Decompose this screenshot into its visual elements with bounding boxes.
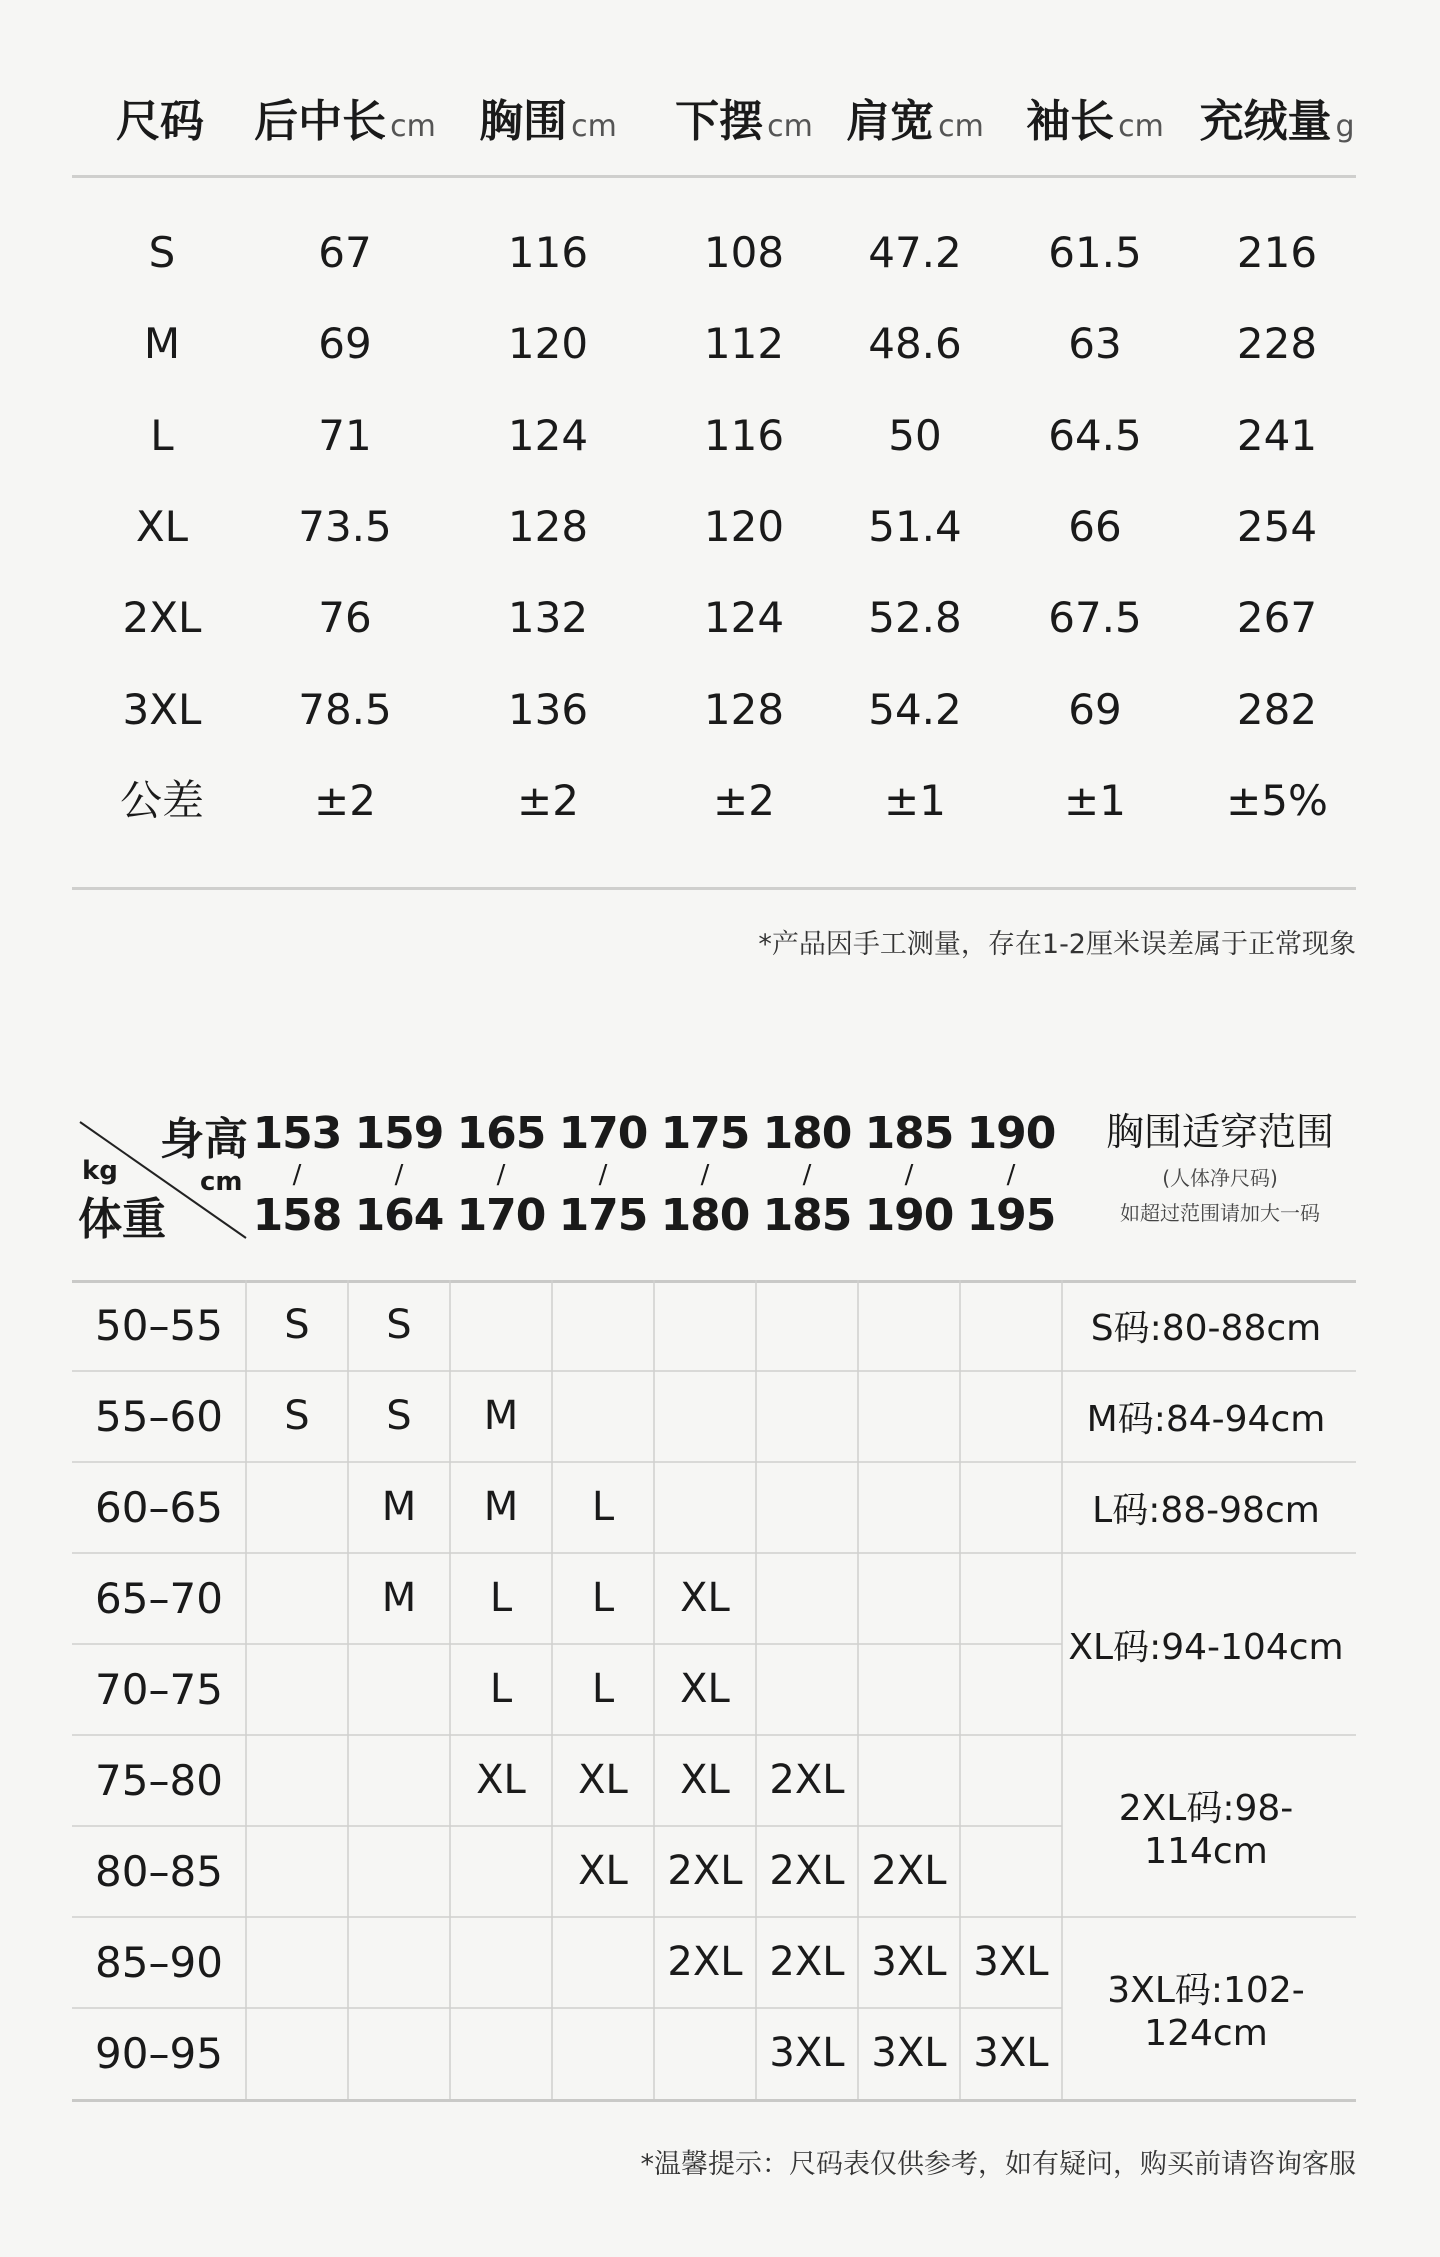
size-cell bbox=[858, 1280, 960, 1371]
weight-range: 85–90 bbox=[95, 1938, 223, 1987]
size-cell: M bbox=[483, 1393, 519, 1439]
table-bottom-divider bbox=[72, 887, 1356, 890]
measurement-value: 112 bbox=[703, 319, 785, 369]
weight-range: 60–65 bbox=[95, 1483, 223, 1532]
column-header bbox=[846, 96, 984, 147]
weight-range: 55–60 bbox=[95, 1392, 223, 1441]
size-cell bbox=[450, 1826, 552, 1917]
size-label: S bbox=[148, 228, 176, 277]
size-cell bbox=[960, 1644, 1062, 1735]
size-cell bbox=[450, 1280, 552, 1371]
column-header-label: 后中长 bbox=[254, 96, 387, 147]
chest-range-cell: S码:80-88cm bbox=[1090, 1308, 1322, 1349]
size-cell bbox=[960, 1280, 1062, 1371]
size-cell bbox=[552, 2008, 654, 2099]
size-cell bbox=[348, 1735, 450, 1826]
size-cell bbox=[858, 1371, 960, 1462]
weight-range: 90–95 bbox=[95, 2029, 223, 2078]
column-header-unit: cm bbox=[571, 109, 617, 144]
height-range-slash: / bbox=[292, 1160, 302, 1190]
height-range-top: 153 bbox=[252, 1108, 342, 1159]
measurement-value: 116 bbox=[507, 228, 589, 277]
height-range-top: 180 bbox=[762, 1108, 852, 1159]
weight-unit: kg bbox=[82, 1156, 118, 1186]
size-cell: 3XL bbox=[973, 2030, 1049, 2076]
measurement-value: 128 bbox=[507, 501, 589, 551]
height-range-header bbox=[348, 1108, 450, 1241]
weight-range: 65–70 bbox=[95, 1574, 223, 1623]
size-cell bbox=[756, 1280, 858, 1371]
size-cell bbox=[246, 1735, 348, 1826]
size-cell bbox=[246, 1917, 348, 2008]
column-header-unit: cm bbox=[767, 109, 813, 144]
column-header-label: 肩宽 bbox=[846, 96, 935, 147]
height-range-header bbox=[552, 1108, 654, 1241]
chest-range-header bbox=[1075, 1112, 1365, 1226]
measurement-value: 48.6 bbox=[868, 319, 962, 369]
size-cell: S bbox=[284, 1302, 310, 1348]
measurement-value: 241 bbox=[1236, 410, 1318, 460]
measurement-value: 73.5 bbox=[298, 501, 392, 551]
size-cell bbox=[552, 1280, 654, 1371]
size-cell: M bbox=[381, 1575, 417, 1621]
measurement-value: 54.2 bbox=[868, 684, 962, 734]
size-cell bbox=[450, 1917, 552, 2008]
size-cell: 3XL bbox=[973, 1939, 1049, 1985]
height-range-header bbox=[858, 1108, 960, 1241]
column-header bbox=[1026, 96, 1164, 147]
column-header-unit: cm bbox=[938, 109, 984, 144]
weight-range: 80–85 bbox=[95, 1847, 223, 1896]
size-cell: L bbox=[489, 1575, 513, 1621]
height-range-top: 175 bbox=[660, 1108, 750, 1159]
height-range-header bbox=[450, 1108, 552, 1241]
chest-range-sub1: (人体净尺码) bbox=[1162, 1165, 1278, 1190]
weight-label: 体重 bbox=[78, 1194, 166, 1245]
measurement-value: 120 bbox=[507, 319, 589, 369]
header-divider bbox=[72, 175, 1356, 178]
size-cell bbox=[348, 1644, 450, 1735]
measurement-value: 69 bbox=[318, 319, 372, 369]
size-cell bbox=[246, 1644, 348, 1735]
height-range-slash: / bbox=[802, 1160, 812, 1190]
height-range-slash: / bbox=[700, 1160, 710, 1190]
size-label: L bbox=[150, 410, 174, 460]
measurement-value: 78.5 bbox=[298, 684, 392, 734]
height-range-slash: / bbox=[394, 1160, 404, 1190]
height-range-slash: / bbox=[904, 1160, 914, 1190]
size-cell: 2XL bbox=[667, 1939, 743, 1985]
measurement-value: ±1 bbox=[884, 775, 946, 825]
column-header bbox=[1199, 96, 1355, 147]
chest-range-cell: 3XL码:102-124cm bbox=[1107, 1970, 1305, 2054]
measurement-value: 132 bbox=[507, 593, 589, 643]
size-cell: 3XL bbox=[769, 2030, 845, 2076]
height-range-header bbox=[960, 1108, 1062, 1241]
measurement-value: 120 bbox=[703, 501, 785, 551]
size-cell: L bbox=[489, 1666, 513, 1712]
height-unit: cm bbox=[200, 1167, 243, 1197]
measurement-value: ±2 bbox=[517, 775, 579, 825]
height-range-top: 190 bbox=[966, 1108, 1056, 1159]
size-cell: M bbox=[381, 1484, 417, 1530]
height-range-bottom: 164 bbox=[354, 1190, 444, 1241]
chest-range-cell: M码:84-94cm bbox=[1086, 1399, 1326, 1440]
measurement-value: ±2 bbox=[713, 775, 775, 825]
column-header bbox=[254, 96, 436, 147]
size-cell: S bbox=[284, 1393, 310, 1439]
size-cell: 2XL bbox=[871, 1848, 947, 1894]
size-cell: L bbox=[591, 1666, 615, 1712]
measurement-value: 136 bbox=[507, 684, 589, 734]
column-header-label: 袖长 bbox=[1026, 96, 1115, 147]
size-cell bbox=[246, 1826, 348, 1917]
size-cell: 2XL bbox=[769, 1848, 845, 1894]
height-range-bottom: 170 bbox=[456, 1190, 546, 1241]
measurement-value: 61.5 bbox=[1048, 228, 1142, 277]
chest-range-cell: L码:88-98cm bbox=[1092, 1490, 1320, 1531]
column-header-label: 胸围 bbox=[479, 96, 568, 147]
height-range-top: 165 bbox=[456, 1108, 546, 1159]
measurement-value: 216 bbox=[1236, 228, 1318, 277]
size-cell bbox=[756, 1371, 858, 1462]
column-header-label: 充绒量 bbox=[1199, 96, 1332, 147]
measurement-value: 108 bbox=[703, 228, 785, 277]
size-cell: 2XL bbox=[667, 1848, 743, 1894]
measurement-value: ±1 bbox=[1064, 775, 1126, 825]
size-cell: 3XL bbox=[871, 2030, 947, 2076]
column-header-unit: g bbox=[1335, 109, 1355, 144]
size-cell bbox=[654, 1280, 756, 1371]
measurement-value: ±5% bbox=[1226, 775, 1328, 825]
size-cell: L bbox=[591, 1484, 615, 1530]
chest-range-title: 胸围适穿范围 bbox=[1105, 1110, 1334, 1154]
weight-range: 75–80 bbox=[95, 1756, 223, 1805]
size-label: 2XL bbox=[122, 593, 202, 643]
measurement-value: ±2 bbox=[314, 775, 376, 825]
column-header bbox=[479, 96, 617, 147]
size-cell bbox=[246, 2008, 348, 2099]
size-cell bbox=[960, 1735, 1062, 1826]
measurement-value: 63 bbox=[1068, 319, 1122, 369]
size-cell: 3XL bbox=[871, 1939, 947, 1985]
size-cell bbox=[960, 1553, 1062, 1644]
column-header bbox=[116, 96, 208, 147]
size-cell bbox=[756, 1644, 858, 1735]
size-cell bbox=[960, 1826, 1062, 1917]
height-range-header bbox=[246, 1108, 348, 1241]
size-cell: M bbox=[483, 1484, 519, 1530]
height-range-bottom: 185 bbox=[762, 1190, 852, 1241]
measurement-value: 267 bbox=[1236, 593, 1318, 643]
reference-note: *温馨提示：尺码表仅供参考，如有疑问，购买前请咨询客服 bbox=[640, 2149, 1356, 2180]
measurement-note: *产品因手工测量，存在1-2厘米误差属于正常现象 bbox=[758, 929, 1356, 960]
size-cell bbox=[654, 1371, 756, 1462]
measurement-value: 76 bbox=[318, 593, 372, 643]
size-cell bbox=[552, 1917, 654, 2008]
size-cell: S bbox=[386, 1302, 412, 1348]
size-cell bbox=[348, 1826, 450, 1917]
size-label: XL bbox=[135, 501, 189, 551]
size-cell: XL bbox=[476, 1757, 526, 1803]
size-cell bbox=[858, 1735, 960, 1826]
column-header-label: 尺码 bbox=[116, 96, 204, 147]
size-cell bbox=[960, 1371, 1062, 1462]
size-cell bbox=[348, 2008, 450, 2099]
weight-range: 50–55 bbox=[95, 1301, 223, 1350]
height-range-header bbox=[654, 1108, 756, 1241]
height-range-slash: / bbox=[1006, 1160, 1016, 1190]
size-cell bbox=[858, 1553, 960, 1644]
height-range-bottom: 158 bbox=[252, 1190, 342, 1241]
measurement-value: 282 bbox=[1236, 684, 1318, 734]
height-range-bottom: 190 bbox=[864, 1190, 954, 1241]
height-range-bottom: 195 bbox=[966, 1190, 1056, 1241]
size-cell bbox=[858, 1644, 960, 1735]
measurement-value: 51.4 bbox=[868, 501, 962, 551]
column-header bbox=[675, 96, 813, 147]
size-cell: L bbox=[591, 1575, 615, 1621]
size-cell: XL bbox=[578, 1848, 628, 1894]
fit-grid bbox=[72, 1280, 1356, 2106]
size-cell: XL bbox=[680, 1757, 730, 1803]
weight-range: 70–75 bbox=[95, 1665, 223, 1714]
size-label: 公差 bbox=[119, 775, 204, 825]
height-range-header bbox=[756, 1108, 858, 1241]
size-cell bbox=[756, 1462, 858, 1553]
height-label: 身高 bbox=[160, 1114, 248, 1165]
size-label: 3XL bbox=[122, 684, 202, 734]
height-range-bottom: 180 bbox=[660, 1190, 750, 1241]
measurement-value: 50 bbox=[888, 410, 942, 460]
size-cell bbox=[246, 1462, 348, 1553]
measurement-value: 47.2 bbox=[868, 228, 962, 277]
height-range-slash: / bbox=[496, 1160, 506, 1190]
height-range-top: 170 bbox=[558, 1108, 648, 1159]
size-cell bbox=[654, 2008, 756, 2099]
size-cell bbox=[756, 1553, 858, 1644]
column-header-unit: cm bbox=[390, 109, 436, 144]
size-cell: S bbox=[386, 1393, 412, 1439]
measurement-value: 67.5 bbox=[1048, 593, 1142, 643]
height-range-bottom: 175 bbox=[558, 1190, 648, 1241]
measurement-value: 69 bbox=[1068, 684, 1122, 734]
measurement-value: 66 bbox=[1068, 501, 1122, 551]
column-header-unit: cm bbox=[1118, 109, 1164, 144]
measurement-value: 67 bbox=[318, 228, 372, 277]
chest-range-sub2: 如超过范围请加大一码 bbox=[1120, 1200, 1320, 1225]
chest-range-cell: XL码:94-104cm bbox=[1068, 1626, 1344, 1668]
size-cell bbox=[450, 2008, 552, 2099]
size-cell: XL bbox=[578, 1757, 628, 1803]
size-cell: XL bbox=[680, 1575, 730, 1621]
size-cell bbox=[960, 1462, 1062, 1553]
size-cell bbox=[654, 1462, 756, 1553]
height-range-top: 159 bbox=[354, 1108, 444, 1159]
size-label: M bbox=[143, 319, 181, 369]
measurement-value: 71 bbox=[318, 410, 372, 460]
size-cell bbox=[858, 1462, 960, 1553]
size-cell: 2XL bbox=[769, 1757, 845, 1803]
size-cell bbox=[246, 1553, 348, 1644]
column-header-label: 下摆 bbox=[675, 96, 764, 147]
measurement-value: 116 bbox=[703, 410, 785, 460]
measurement-value: 228 bbox=[1236, 319, 1318, 369]
measurement-value: 124 bbox=[703, 593, 785, 643]
measurement-value: 128 bbox=[703, 684, 785, 734]
size-cell: 2XL bbox=[769, 1939, 845, 1985]
measurement-value: 254 bbox=[1236, 501, 1318, 551]
height-range-slash: / bbox=[598, 1160, 608, 1190]
measurement-value: 52.8 bbox=[868, 593, 962, 643]
size-cell: XL bbox=[680, 1666, 730, 1712]
size-cell bbox=[348, 1917, 450, 2008]
measurement-value: 124 bbox=[507, 410, 589, 460]
measurement-value: 64.5 bbox=[1048, 410, 1142, 460]
chest-range-cell: 2XL码:98-114cm bbox=[1118, 1788, 1294, 1872]
height-range-top: 185 bbox=[864, 1108, 954, 1159]
size-cell bbox=[552, 1371, 654, 1462]
